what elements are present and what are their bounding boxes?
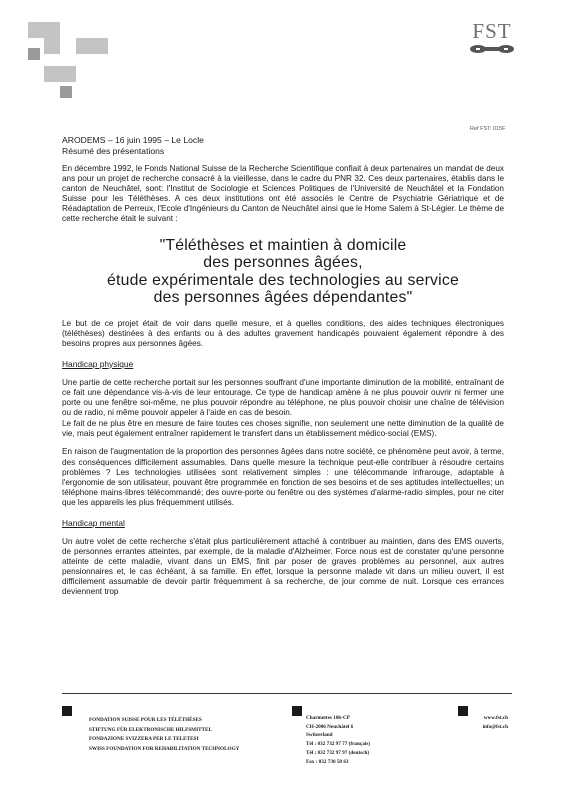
deco-square — [28, 22, 44, 38]
paragraph: Un autre volet de cette recherche s'était plus particulièrement attaché à contribuer au maintien, dans des EMS ouverts, de personnes errantes atteintes, par exemple, de la maladie d'Alzheimer. Force nous est de constater qu'une personne atteinte de cette maladie, vivant dans un EMS, finit par poser de graves problèmes au personnel, aux autres pensionnaires et, le cas échéant, à sa famille. En effet, lorsque la personne malade vit dans un milieu ouvert, il est difficilement assumable de devoir partir fréquemment à sa recherche, de jour comme de nuit. Lorsque ces errances deviennent trop — [62, 536, 504, 597]
title-line: "Téléthèses et maintien à domicile — [159, 236, 407, 254]
document-body — [62, 135, 504, 598]
org-name-fr: FONDATION SUISSE POUR LES TÉLÉTHÈSES — [89, 717, 202, 723]
paragraph: En raison de l'augmentation de la proportion des personnes âgées dans notre société, ce phénomène peut avoir, à terme, des conséquences difficilement assumables. Dans quelle mesure la technique peut-elle contribuer à résoudre certains problèmes ? Les technologies utilisées sont relativement simples : une télécommande infrarouge, adaptable à l'ergonomie de son utilisateur, pouvant être programmée en fonction de ses besoins et de ses aptitudes intellectuelles; un téléphone mains-libres télécommandé; des ouvre-porte ou fenêtre ou des systèmes d'alarme-radio simples, pour ne citer que les appareils les plus fréquemment utilisés. — [62, 447, 504, 507]
document-subtitle: Résumé des présentations — [62, 145, 165, 156]
title-line: des personnes âgées dépendantes" — [153, 289, 413, 307]
footer-rule — [62, 693, 512, 694]
deco-square — [92, 38, 108, 54]
footer-square — [292, 706, 302, 716]
project-title — [62, 237, 504, 307]
deco-square — [28, 48, 40, 60]
paragraph: Le but de ce projet était de voir dans quelle mesure, et à quelles conditions, des aides techniques électroniques (téléthèses) destinées à des enfants ou à des adultes gravement handicapés pouvaient également répondre à des besoins propres aux personnes âgées. — [62, 318, 504, 348]
address-country: Switzerland — [306, 732, 333, 739]
paragraph: Le fait de ne plus être en mesure de faire toutes ces choses signifie, non seulement une nette diminution de la qualité de vie, mais peut également entraîner rapidement le transfert dans un établissement médico-social (EMS). — [62, 419, 504, 439]
logo-mark-icon — [469, 44, 515, 54]
deco-square — [44, 66, 60, 82]
reference-number: Ref FST: 015F — [470, 126, 506, 132]
paragraph: Une partie de cette recherche portait sur les personnes souffrant d'une importante diminution de la mobilité, entraînant de ce fait une dépendance vis-à-vis de leur entourage. Ce type de handicap amène à ne plus pouvoir ouvrir ni fermer une porte ou une fenêtre soi-même, ne plus pouvoir répondre au téléphone, ne plus pouvoir choisir une chaîne de télévision ou de radio, ni même pouvoir appeler à l'aide en cas de besoin. — [62, 377, 504, 418]
email-link[interactable]: info@fst.ch — [482, 723, 508, 730]
deco-square — [76, 38, 92, 54]
title-line: étude expérimentale des technologies au service — [107, 271, 459, 289]
deco-square — [60, 86, 72, 98]
address-street: Charmettes 10b-CP — [306, 715, 350, 721]
fst-logo — [464, 20, 520, 54]
footer-square — [458, 706, 468, 716]
paragraph: En décembre 1992, le Fonds National Suisse de la Recherche Scientifique confiait à deux partenaires un mandat de deux ans pour un projet de recherche consacré à la vieillesse, dans le cadre du PNR 32. Ces deux partenaires, établis dans le canton de Neuchâtel, sont: l'Institut de Sociologie et Sciences Politiques de l'Université de Neuchâtel et la Fondation Suisse pour les Téléthèses. A ces deux institutions ont été associés le Centre de Psychiatrie Gériatrique et de Réadaptation de Perreux, l'Ecole d'Ingénieurs du Canton de Neuchâtel ainsi que le Home Salem à St-Légier. Le thème de cette recherche était le suivant : — [62, 164, 504, 224]
title-line: des personnes âgées, — [203, 254, 363, 272]
deco-square — [60, 66, 76, 82]
footer-square — [62, 706, 72, 716]
org-name-it: FONDAZIONE SVIZZERA PER LE TELETESI — [89, 736, 199, 742]
logo-text: FST — [472, 19, 512, 43]
phone-de: Tél : 032 732 97 97 (deutsch) — [306, 749, 370, 756]
section-heading: Handicap physique — [62, 358, 134, 369]
fax-number: Fax : 032 730 58 63 — [306, 758, 349, 765]
address-city: CH-2006 Neuchâtel 6 — [306, 723, 354, 730]
phone-fr: Tél : 032 732 97 77 (français) — [306, 741, 370, 748]
org-name-en: SWISS FOUNDATION FOR REHABILITATION TECHNOLOGY — [89, 745, 240, 752]
website-link[interactable]: www.fst.ch — [483, 715, 508, 721]
deco-square — [44, 22, 60, 38]
footer-organisation — [89, 716, 239, 754]
section-heading: Handicap mental — [62, 517, 125, 528]
footer-contact — [468, 714, 508, 731]
event-line: ARODEMS – 16 juin 1995 – Le Locle — [62, 135, 204, 145]
footer-address — [306, 714, 370, 766]
org-name-de: STIFTUNG FÜR ELEKTRONISCHE HILFSMITTEL — [89, 726, 212, 733]
deco-square — [44, 38, 60, 54]
